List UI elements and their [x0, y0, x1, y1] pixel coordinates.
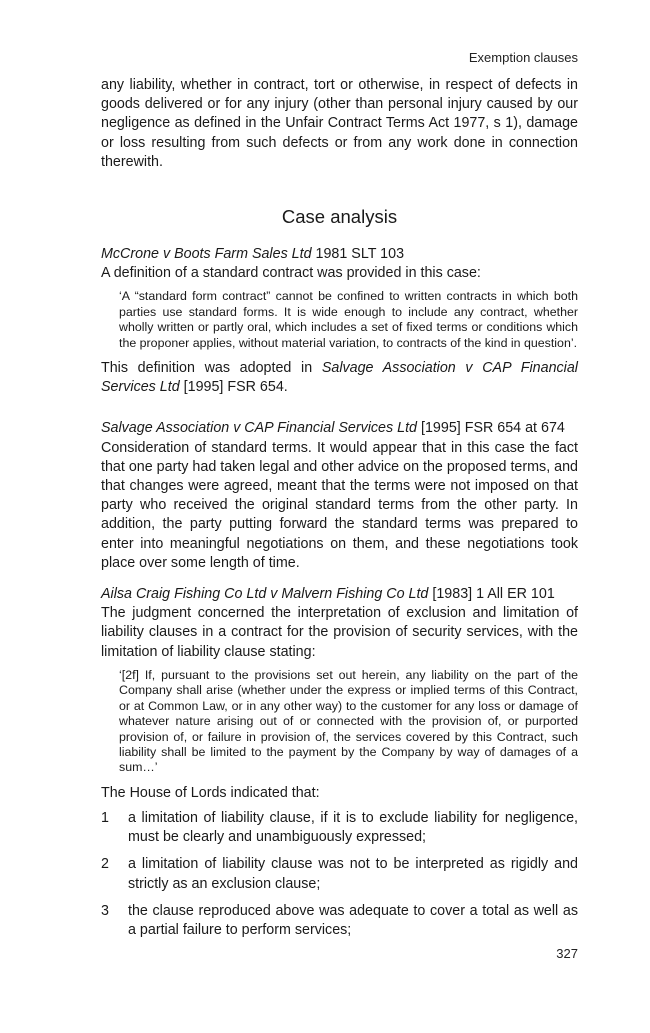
item-number: 2 — [101, 856, 109, 873]
adopted-citation: [1995] FSR 654. — [179, 379, 288, 396]
case-citation: 1981 SLT 103 — [311, 246, 405, 263]
case-salvage — [101, 419, 578, 573]
case-name: Ailsa Craig Fishing Co Ltd v Malvern Fishing Co Ltd — [101, 586, 429, 603]
item-number: 1 — [101, 809, 109, 826]
lords-intro: The House of Lords indicated that: — [101, 784, 320, 801]
case-heading — [101, 585, 578, 604]
list-item — [101, 855, 578, 893]
running-head: Exemption clauses — [468, 50, 578, 65]
list-item — [101, 902, 578, 940]
case-intro: A definition of a standard contract was provided in this case: — [101, 265, 481, 282]
case-adopted-note — [101, 359, 578, 397]
case-name: McCrone v Boots Farm Sales Ltd — [101, 246, 312, 263]
case-mccrone — [101, 245, 578, 397]
opening-paragraph: any liability, whether in contract, tort or otherwise, in respect of defects in goods delivered or for any injury (other than personal injury caused by our negligence as defined in the Unfair Contract Terms Act 1977, s 1), damage or loss resulting from such defects or from any work done in connection therewith. — [101, 77, 578, 170]
case-heading — [101, 245, 578, 264]
block-quote: ‘A “standard form contract” cannot be confined to written contracts in which both parties use standard forms. It is wide enough to include any contract, whether wholly written or partly oral, which includes a set of fixed terms or conditions which the proponer applies, without material variation, to contracts of the kind in question’. — [119, 289, 578, 350]
list-item — [101, 809, 578, 847]
item-text: a limitation of liability clause was not to be interpreted as rigidly and strictly as an exclusion clause; — [128, 856, 578, 892]
holdings-list — [101, 809, 578, 940]
block-quote: ‘[2f] If, pursuant to the provisions set out herein, any liability on the part of the Company shall arise (whether under the express or implied terms of this Contract, or at Common Law, or in any other way) to the customer for any loss or damage of whatever nature arising out of or connected with the provision of, or purported provision of, or failure in provision of, the services covered by this Contract, such liability shall be limited to the payment by the Company by way of damages of a sum…’ — [119, 667, 578, 775]
item-number: 3 — [101, 902, 109, 919]
page-body — [101, 76, 578, 948]
case-body: The judgment concerned the interpretation of exclusion and limitation of liability clauses in a contract for the provision of security services, with the limitation of liability clause stating: — [101, 605, 578, 660]
adopted-prefix: This definition was adopted in — [101, 360, 322, 377]
case-body: Consideration of standard terms. It would appear that in this case the fact that one party had taken legal and other advice on the proposed terms, and that changes were agreed, meant that the terms were not imposed on that party who received the original standard terms from the other party. In addition, the party putting forward the standard terms was prepared to enter into meaningful negotiations on them, and these negotiations took place over some length of time. — [101, 439, 578, 571]
item-text: the clause reproduced above was adequate to cover a total as well as a partial failure to perform services; — [128, 902, 578, 938]
case-citation: [1983] 1 All ER 101 — [428, 586, 555, 603]
case-citation: [1995] FSR 654 at 674 — [417, 420, 565, 437]
case-name: Salvage Association v CAP Financial Services Ltd — [101, 420, 418, 437]
item-text: a limitation of liability clause, if it is to exclude liability for negligence, must be clearly and unambiguously expressed; — [128, 809, 578, 846]
page-number: 327 — [556, 946, 578, 961]
section-heading: Case analysis — [281, 206, 398, 228]
case-ailsa-craig — [101, 585, 578, 940]
case-heading — [101, 419, 578, 438]
adopted-case-name: Salvage Association v CAP Financial Services Ltd — [101, 360, 578, 396]
